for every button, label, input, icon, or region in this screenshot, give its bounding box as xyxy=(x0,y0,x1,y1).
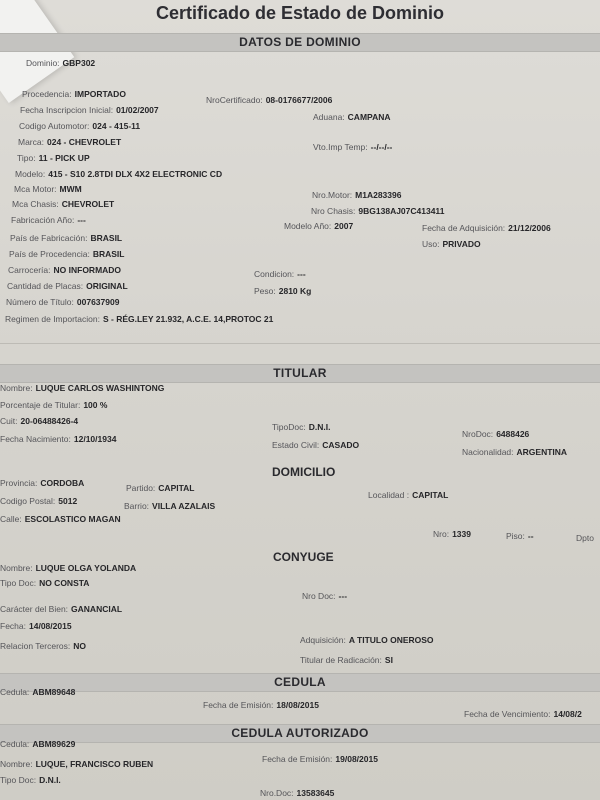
field-carroceria: Carrocería: NO INFORMADO xyxy=(8,265,122,275)
field-titular-nombre: Nombre: LUQUE CARLOS WASHINTONG xyxy=(0,383,165,393)
field-domicilio-piso: Piso: -- xyxy=(506,531,534,541)
section-title-titular: TITULAR xyxy=(273,366,327,380)
field-conyuge-fecha: Fecha: 14/08/2015 xyxy=(0,621,72,631)
field-autorizado-fecha-emision: Fecha de Emisión: 19/08/2015 xyxy=(262,754,378,764)
field-modelo-anio: Modelo Año: 2007 xyxy=(284,221,354,231)
field-dominio: Dominio: GBP302 xyxy=(26,58,96,68)
field-peso: Peso: 2810 Kg xyxy=(254,286,312,296)
field-condicion: Condicion: --- xyxy=(254,269,306,279)
field-domicilio-partido: Partido: CAPITAL xyxy=(126,483,195,493)
field-cedula-fecha-emision: Fecha de Emisión: 18/08/2015 xyxy=(203,700,319,710)
field-autorizado-tipo-doc: Tipo Doc: D.N.I. xyxy=(0,775,61,785)
field-domicilio-depto: Dpto xyxy=(576,533,594,543)
field-domicilio-codigo-postal: Codigo Postal: 5012 xyxy=(0,496,78,506)
section-title-cedula: CEDULA xyxy=(274,675,326,689)
field-nro-certificado: NroCertificado: 08-0176677/2006 xyxy=(206,95,333,105)
page-title: Certificado de Estado de Dominio xyxy=(155,3,445,23)
section-band-titular xyxy=(0,364,600,383)
section-band-cedula-autorizado xyxy=(0,724,600,743)
field-cedula-numero: Cedula: ABM89648 xyxy=(0,687,76,697)
field-modelo: Modelo: 415 - S10 2.8TDI DLX 4X2 ELECTRONIC CD xyxy=(15,169,223,179)
field-conyuge-nombre: Nombre: LUQUE OLGA YOLANDA xyxy=(0,563,137,573)
field-conyuge-adquisicion: Adquisición: A TITULO ONEROSO xyxy=(300,635,434,645)
field-titular-porcentaje: Porcentaje de Titular: 100 % xyxy=(0,400,108,410)
field-titular-cuit: Cuit: 20-06488426-4 xyxy=(0,416,79,426)
field-nro-chasis: Nro Chasis: 9BG138AJ07C413411 xyxy=(311,206,445,216)
field-autorizado-cedula: Cedula: ABM89629 xyxy=(0,739,76,749)
field-autorizado-nombre: Nombre: LUQUE, FRANCISCO RUBEN xyxy=(0,759,154,769)
divider xyxy=(0,343,600,344)
field-conyuge-caracter-bien: Carácter del Bien: GANANCIAL xyxy=(0,604,123,614)
section-title-cedula-autorizado: CEDULA AUTORIZADO xyxy=(231,726,369,740)
field-nro-motor: Nro.Motor: M1A283396 xyxy=(312,190,402,200)
field-aduana: Aduana: CAMPANA xyxy=(313,112,391,122)
field-pais-fabricacion: País de Fabricación: BRASIL xyxy=(10,233,123,243)
section-title-dominio: DATOS DE DOMINIO xyxy=(239,35,361,49)
field-titular-fecha-nacimiento: Fecha Nacimiento: 12/10/1934 xyxy=(0,434,117,444)
field-titular-tipo-doc: TipoDoc: D.N.I. xyxy=(272,422,331,432)
field-tipo: Tipo: 11 - PICK UP xyxy=(17,153,90,163)
field-fabricacion-anio: Fabricación Año: --- xyxy=(11,215,86,225)
section-band-dominio xyxy=(0,33,600,52)
field-domicilio-localidad: Localidad : CAPITAL xyxy=(368,490,449,500)
field-autorizado-nro-doc: Nro.Doc: 13583645 xyxy=(260,788,335,798)
field-codigo-automotor: Codigo Automotor: 024 - 415-11 xyxy=(19,121,141,131)
field-regimen-importacion: Regimen de Importacion: S - RÉG.LEY 21.932, A.C.E. 14,PROTOC 21 xyxy=(5,314,274,324)
field-vto-imp-temp: Vto.Imp Temp: --/--/-- xyxy=(313,142,393,152)
field-pais-procedencia: País de Procedencia: BRASIL xyxy=(9,249,125,259)
field-marca: Marca: 024 - CHEVROLET xyxy=(18,137,122,147)
field-procedencia: Procedencia: IMPORTADO xyxy=(22,89,126,99)
section-title-domicilio: DOMICILIO xyxy=(272,465,336,479)
field-titular-nro-doc: NroDoc: 6488426 xyxy=(462,429,530,439)
field-domicilio-barrio: Barrio: VILLA AZALAIS xyxy=(124,501,216,511)
field-domicilio-nro: Nro: 1339 xyxy=(433,529,471,539)
field-conyuge-nro-doc: Nro Doc: --- xyxy=(302,591,348,601)
section-title-conyuge: CONYUGE xyxy=(273,550,334,564)
field-conyuge-tipo-doc: Tipo Doc: NO CONSTA xyxy=(0,578,90,588)
field-mca-motor: Mca Motor: MWM xyxy=(14,184,82,194)
field-cantidad-placas: Cantidad de Placas: ORIGINAL xyxy=(7,281,128,291)
field-titular-estado-civil: Estado Civil: CASADO xyxy=(272,440,360,450)
field-conyuge-titular-radicacion: Titular de Radicación: SI xyxy=(300,655,393,665)
field-titular-nacionalidad: Nacionalidad: ARGENTINA xyxy=(462,447,568,457)
field-domicilio-provincia: Provincia: CORDOBA xyxy=(0,478,85,488)
field-cedula-fecha-vencimiento: Fecha de Vencimiento: 14/08/2 xyxy=(464,709,582,719)
field-domicilio-calle: Calle: ESCOLASTICO MAGAN xyxy=(0,514,121,524)
field-conyuge-relacion-terceros: Relacion Terceros: NO xyxy=(0,641,86,651)
field-mca-chasis: Mca Chasis: CHEVROLET xyxy=(12,199,115,209)
field-fecha-inscripcion: Fecha Inscripcion Inicial: 01/02/2007 xyxy=(20,105,159,115)
field-fecha-adquisicion: Fecha de Adquisición: 21/12/2006 xyxy=(422,223,551,233)
section-band-cedula xyxy=(0,673,600,692)
field-numero-titulo: Número de Título: 007637909 xyxy=(6,297,120,307)
field-uso: Uso: PRIVADO xyxy=(422,239,481,249)
